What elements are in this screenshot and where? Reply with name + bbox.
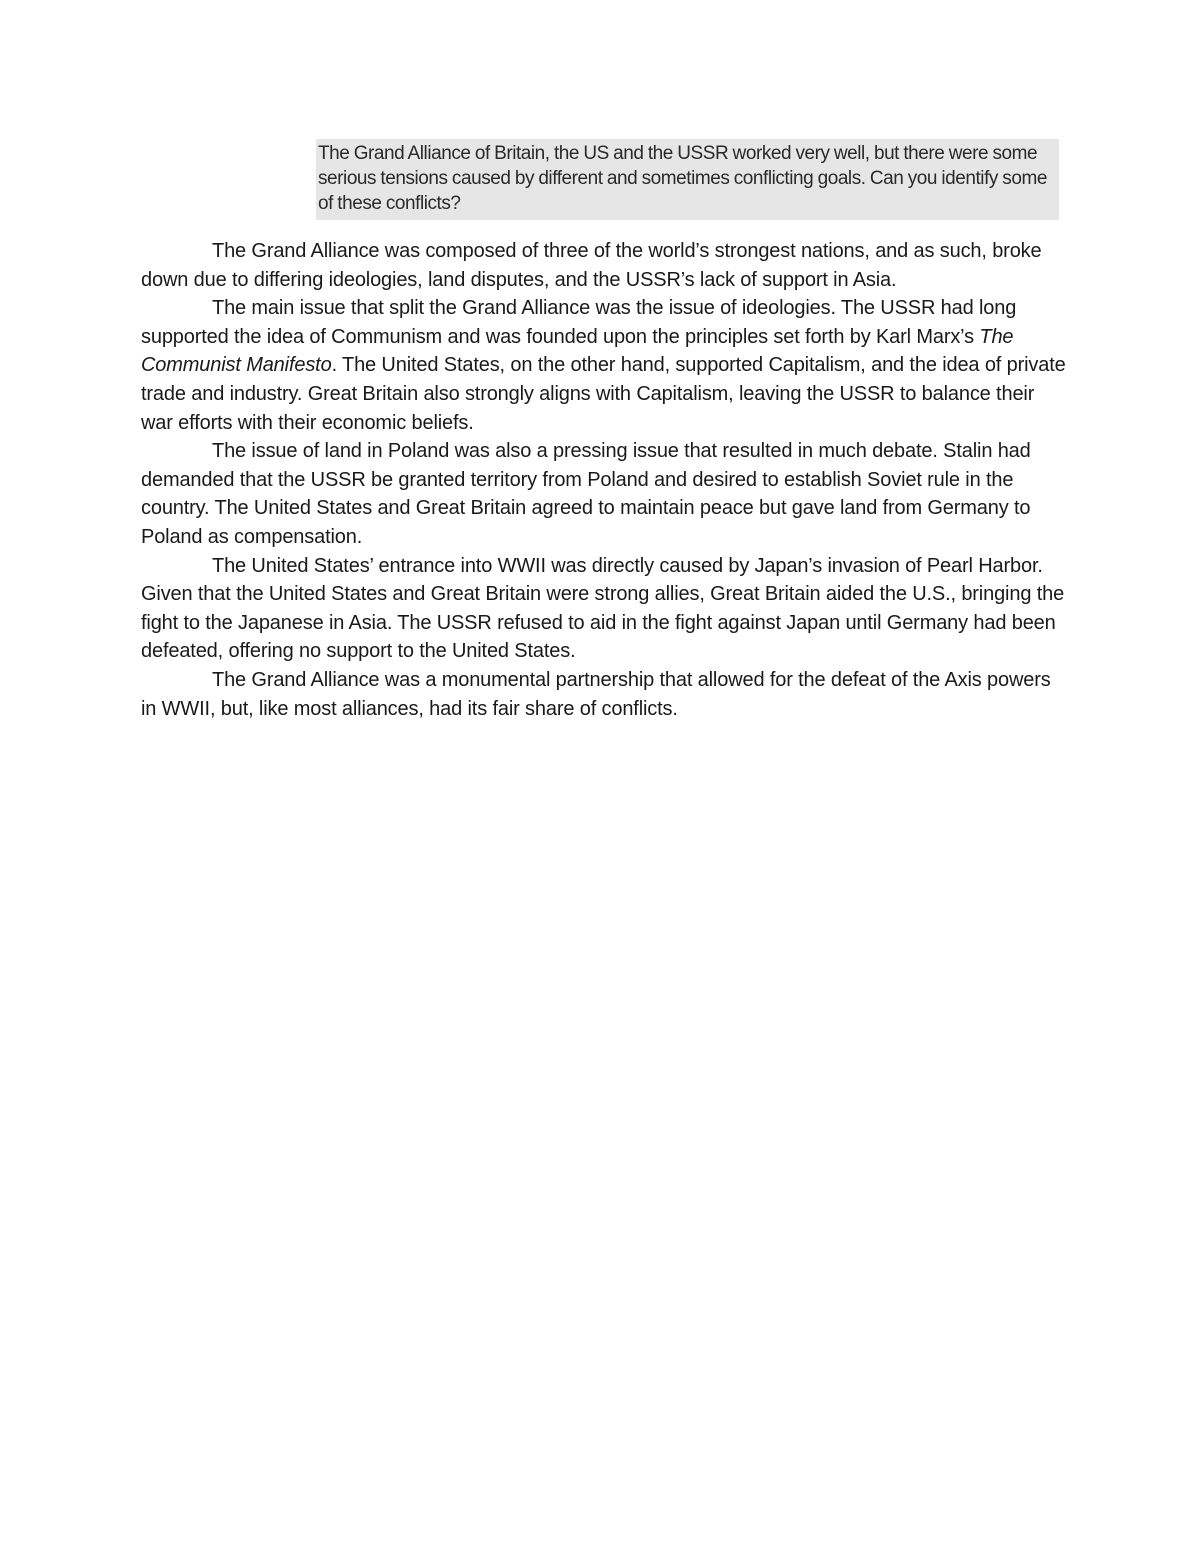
assignment-prompt-text: The Grand Alliance of Britain, the US and the USSR worked very well, but there were some serious tensions caused by different and sometimes conflicting goals. Can you identify some of these conflicts? [318, 143, 1047, 214]
essay-paragraph-5: The Grand Alliance was a monumental partnership that allowed for the defeat of the Axis powers in WWII, but, like most alliances, had its fair share of conflicts. [141, 668, 1051, 720]
book-title: The Communist Manifesto [141, 325, 1014, 377]
assignment-prompt-box [316, 139, 1059, 220]
essay-paragraph-3: The issue of land in Poland was also a pressing issue that resulted in much debate. Stalin had demanded that the USSR be granted territory from Poland and desired to establish Soviet rule in the country. The United States and Great Britain agreed to maintain peace but gave land from Germany to Poland as compensation. [141, 440, 1031, 548]
essay-paragraph-2-end: . The United States, on the other hand, supported Capitalism, and the idea of private trade and industry. Great Britain also strongly aligns with Capitalism, leaving the USSR to balance their war efforts with their economic beliefs. [141, 354, 1066, 434]
essay-paragraph-2 [141, 294, 1066, 437]
essay-paragraph-2-start: The main issue that split the Grand Alliance was the issue of ideologies. The USSR had long supported the idea of Communism and was founded upon the principles set forth by Karl Marx’s [141, 297, 1017, 348]
essay-paragraph-1: The Grand Alliance was composed of three of the world’s strongest nations, and as such, broke down due to differing ideologies, land disputes, and the USSR’s lack of support in Asia. [141, 240, 1042, 291]
essay-body [141, 237, 1066, 723]
essay-paragraph-4: The United States’ entrance into WWII was directly caused by Japan’s invasion of Pearl Harbor. Given that the United States and Great Britain were strong allies, Great Britain aided the U.S., bringing the fight to the Japanese in Asia. The USSR refused to aid in the fight against Japan until Germany had been defeated, offering no support to the United States. [141, 554, 1065, 663]
